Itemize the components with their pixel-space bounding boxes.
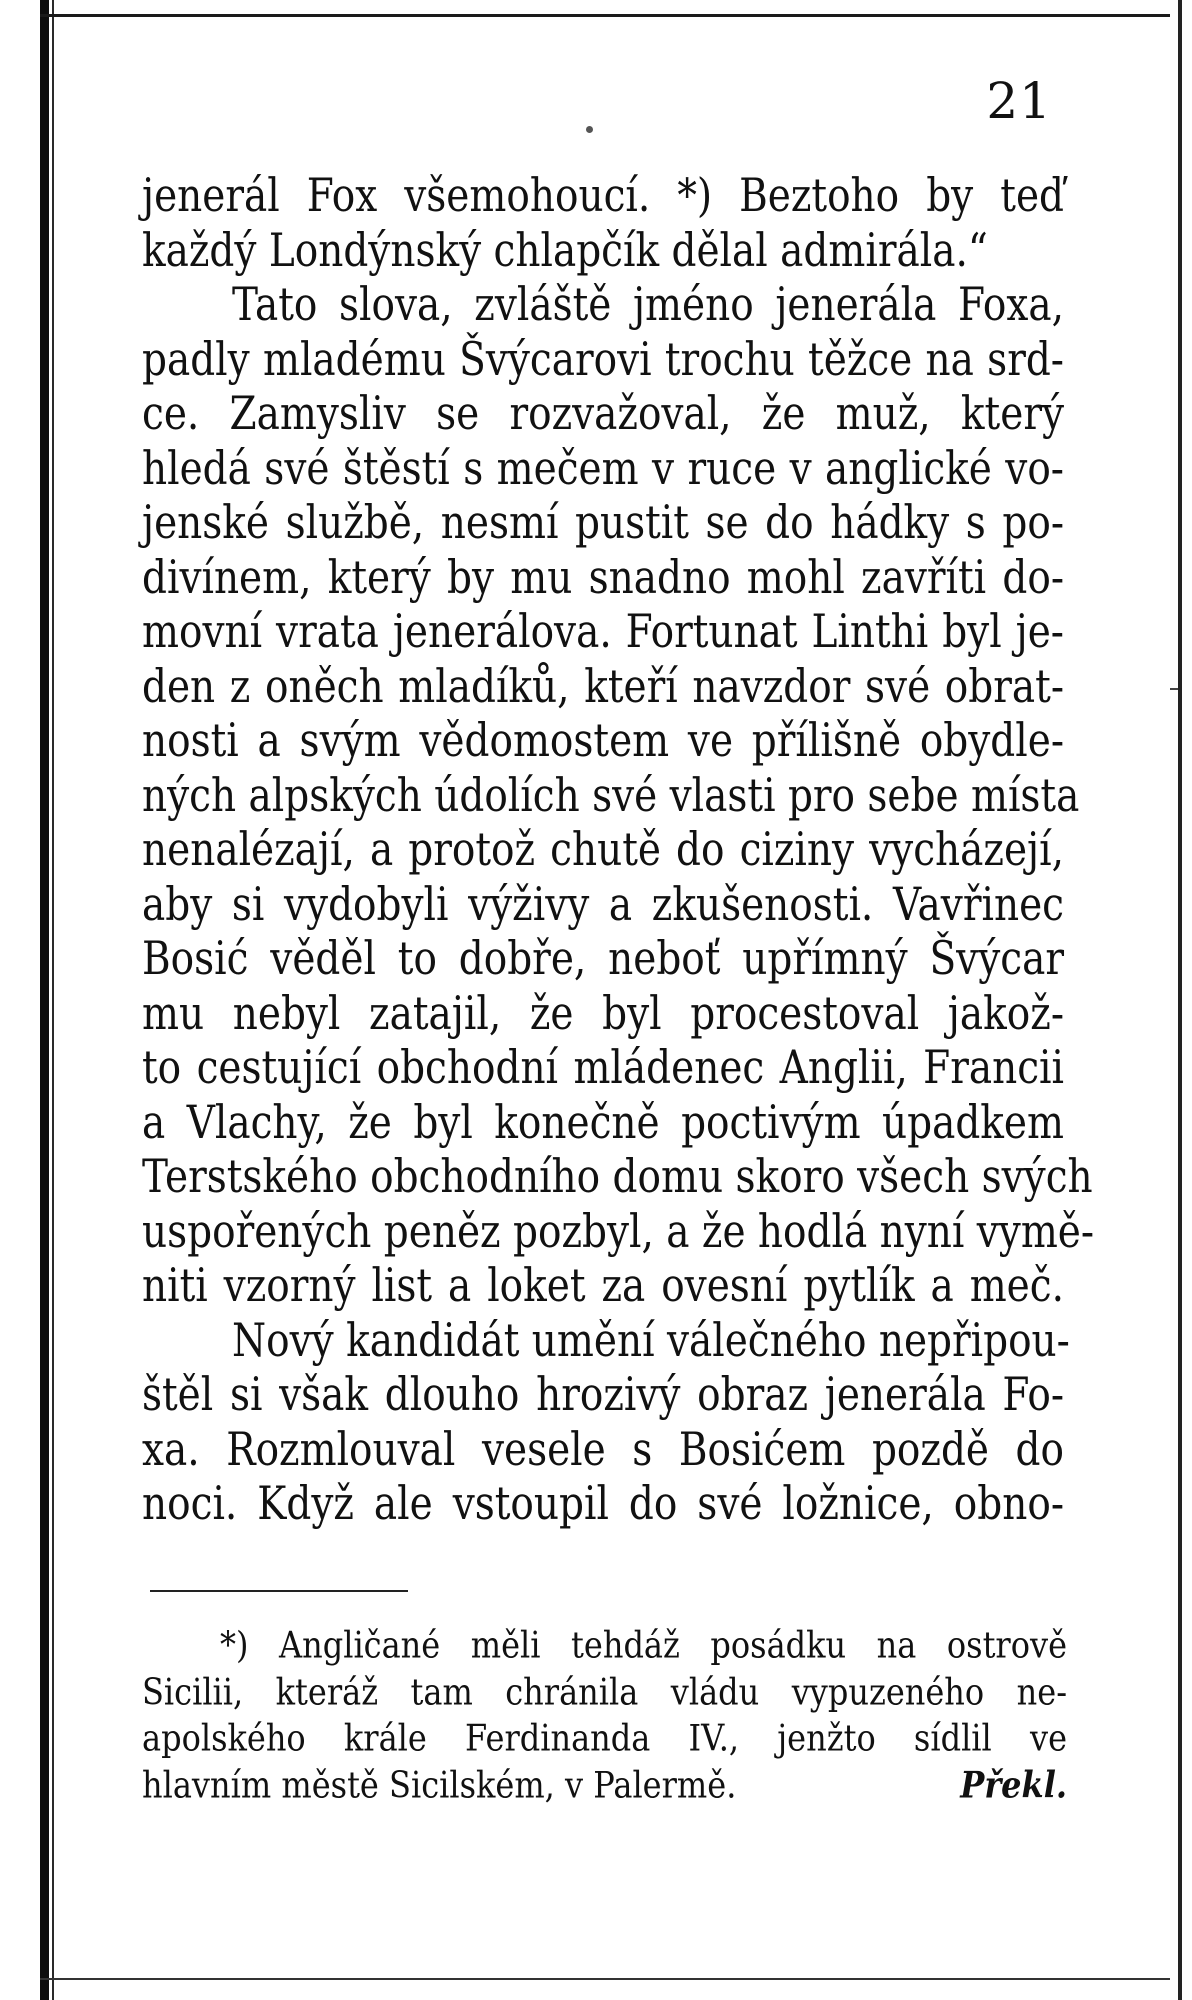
print-speck — [586, 126, 593, 133]
text-line: nosti a svým vědomostem ve přílišně obydle- — [142, 714, 1064, 768]
edge-mark — [1170, 688, 1178, 690]
text-line: Terstského obchodního domu skoro všech svých — [142, 1150, 1093, 1204]
text-line: jenerál Fox všemohoucí. *) Beztoho by teď — [142, 169, 1064, 223]
page-left-edge — [40, 0, 49, 2000]
text-line: Tato slova, zvláště jméno jenerála Foxa, — [232, 278, 1064, 332]
text-line: niti vzorný list a loket za ovesní pytlík a meč. — [142, 1259, 1064, 1313]
page-left-edge-inner — [52, 0, 54, 2000]
text-line: to cestující obchodní mládenec Anglii, Francii — [142, 1041, 1064, 1095]
page-number: 21 — [986, 72, 1052, 130]
footnote-separator — [150, 1590, 408, 1592]
text-line: nenalézají, a protož chutě do ciziny vycházejí, — [142, 823, 1064, 877]
text-line: xa. Rozmlouval vesele s Bosićem pozdě do — [142, 1423, 1064, 1477]
footnote-line: Sicilii, kteráž tam chránila vládu vypuzeného ne- — [142, 1669, 1067, 1714]
text-line: každý Londýnský chlapčík dělal admirála.“ — [142, 224, 988, 278]
text-line: a Vlachy, že byl konečně poctivým úpadkem — [142, 1096, 1064, 1150]
page-top-edge — [40, 14, 1170, 17]
footnote — [142, 1622, 1067, 1808]
text-line: hledá své štěstí s mečem v ruce v anglické vo- — [142, 442, 1064, 496]
page-right-edge — [1178, 0, 1182, 2000]
footnote-line: apolského krále Ferdinanda IV., jenžto sídlil ve — [142, 1716, 1067, 1760]
text-line: noci. Když ale vstoupil do své ložnice, obno- — [142, 1477, 1064, 1531]
text-line: aby si vydobyli výživy a zkušenosti. Vavřinec — [142, 878, 1064, 932]
text-line: divínem, který by mu snadno mohl zavříti do- — [142, 551, 1064, 605]
text-line: ce. Zamysliv se rozvažoval, že muž, který — [142, 387, 1064, 441]
text-line: padly mladému Švýcarovi trochu těžce na srd- — [142, 333, 1064, 387]
text-line: uspořených peněz pozbyl, a že hodlá nyní vymě- — [142, 1205, 1095, 1259]
text-line: Bosić věděl to dobře, neboť upřímný Švýcar — [142, 932, 1064, 986]
translator-note: Překl. — [960, 1762, 1067, 1807]
page-bottom-edge — [40, 1978, 1170, 1980]
text-line: movní vrata jenerálova. Fortunat Linthi byl je- — [142, 605, 1064, 659]
text-line: den z oněch mladíků, kteří navzdor své obrat- — [142, 660, 1064, 714]
text-line: ných alpských údolích své vlasti pro sebe místa — [142, 769, 1080, 823]
text-line: mu nebyl zatajil, že byl procestoval jakož- — [142, 987, 1064, 1041]
footnote-last-line — [142, 1758, 1067, 1811]
footnote-line: *) Angličané měli tehdáž posádku na ostrově — [220, 1623, 1067, 1667]
footnote-line: hlavním městě Sicilském, v Palermě. — [142, 1762, 737, 1807]
text-line: štěl si však dlouho hrozivý obraz jenerála Fo- — [142, 1368, 1064, 1422]
text-line: jenské službě, nesmí pustit se do hádky s po- — [142, 496, 1064, 550]
body-text — [142, 169, 1095, 1533]
text-line: Nový kandidát umění válečného nepřipou- — [232, 1314, 1070, 1368]
